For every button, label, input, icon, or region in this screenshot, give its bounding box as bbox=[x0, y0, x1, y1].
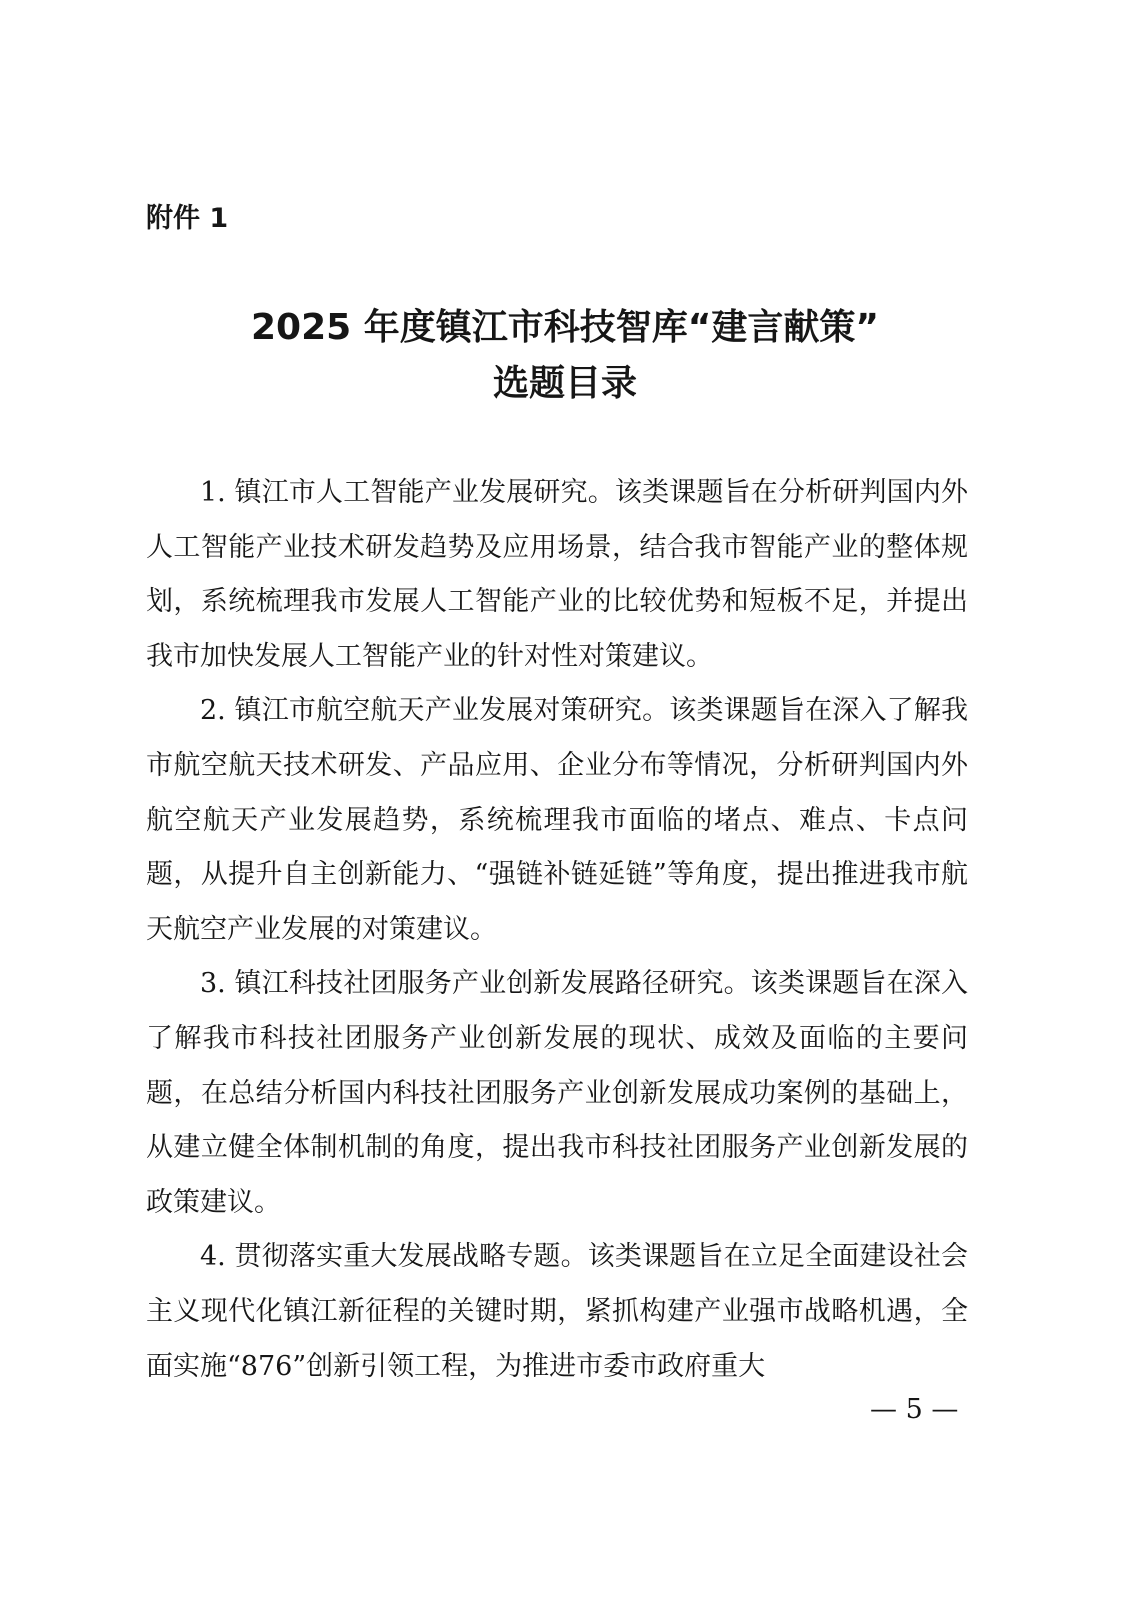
title-line-1: 2025 年度镇江市科技智库“建言献策” bbox=[250, 307, 880, 348]
paragraph-3: 3. 镇江科技社团服务产业创新发展路径研究。该类课题旨在深入了解我市科技社团服务产业创新发展的现状、成效及面临的主要问题，在总结分析国内科技社团服务产业创新发展成功案例的基础上，从建立健全体制机制的角度，提出我市科技社团服务产业创新发展的政策建议。 bbox=[146, 968, 968, 1218]
attachment-label: 附件 1 bbox=[146, 203, 229, 234]
title-line-2: 选题目录 bbox=[492, 363, 637, 404]
document-title bbox=[0, 300, 1130, 412]
page-number: — 5 — bbox=[870, 1394, 959, 1425]
paragraph-2: 2. 镇江市航空航天产业发展对策研究。该类课题旨在深入了解我市航空航天技术研发、产品应用、企业分布等情况，分析研判国内外航空航天产业发展趋势，系统梳理我市面临的堵点、难点、卡点问题，从提升自主创新能力、“强链补链延链”等角度，提出推进我市航天航空产业发展的对策建议。 bbox=[146, 695, 968, 945]
paragraph-1: 1. 镇江市人工智能产业发展研究。该类课题旨在分析研判国内外人工智能产业技术研发趋势及应用场景，结合我市智能产业的整体规划，系统梳理我市发展人工智能产业的比较优势和短板不足，并提出我市加快发展人工智能产业的针对性对策建议。 bbox=[146, 477, 968, 672]
paragraph-4: 4. 贯彻落实重大发展战略专题。该类课题旨在立足全面建设社会主义现代化镇江新征程的关键时期，紧抓构建产业强市战略机遇，全面实施“876”创新引领工程，为推进市委市政府重大 bbox=[146, 1241, 968, 1382]
body-text bbox=[146, 466, 968, 1394]
